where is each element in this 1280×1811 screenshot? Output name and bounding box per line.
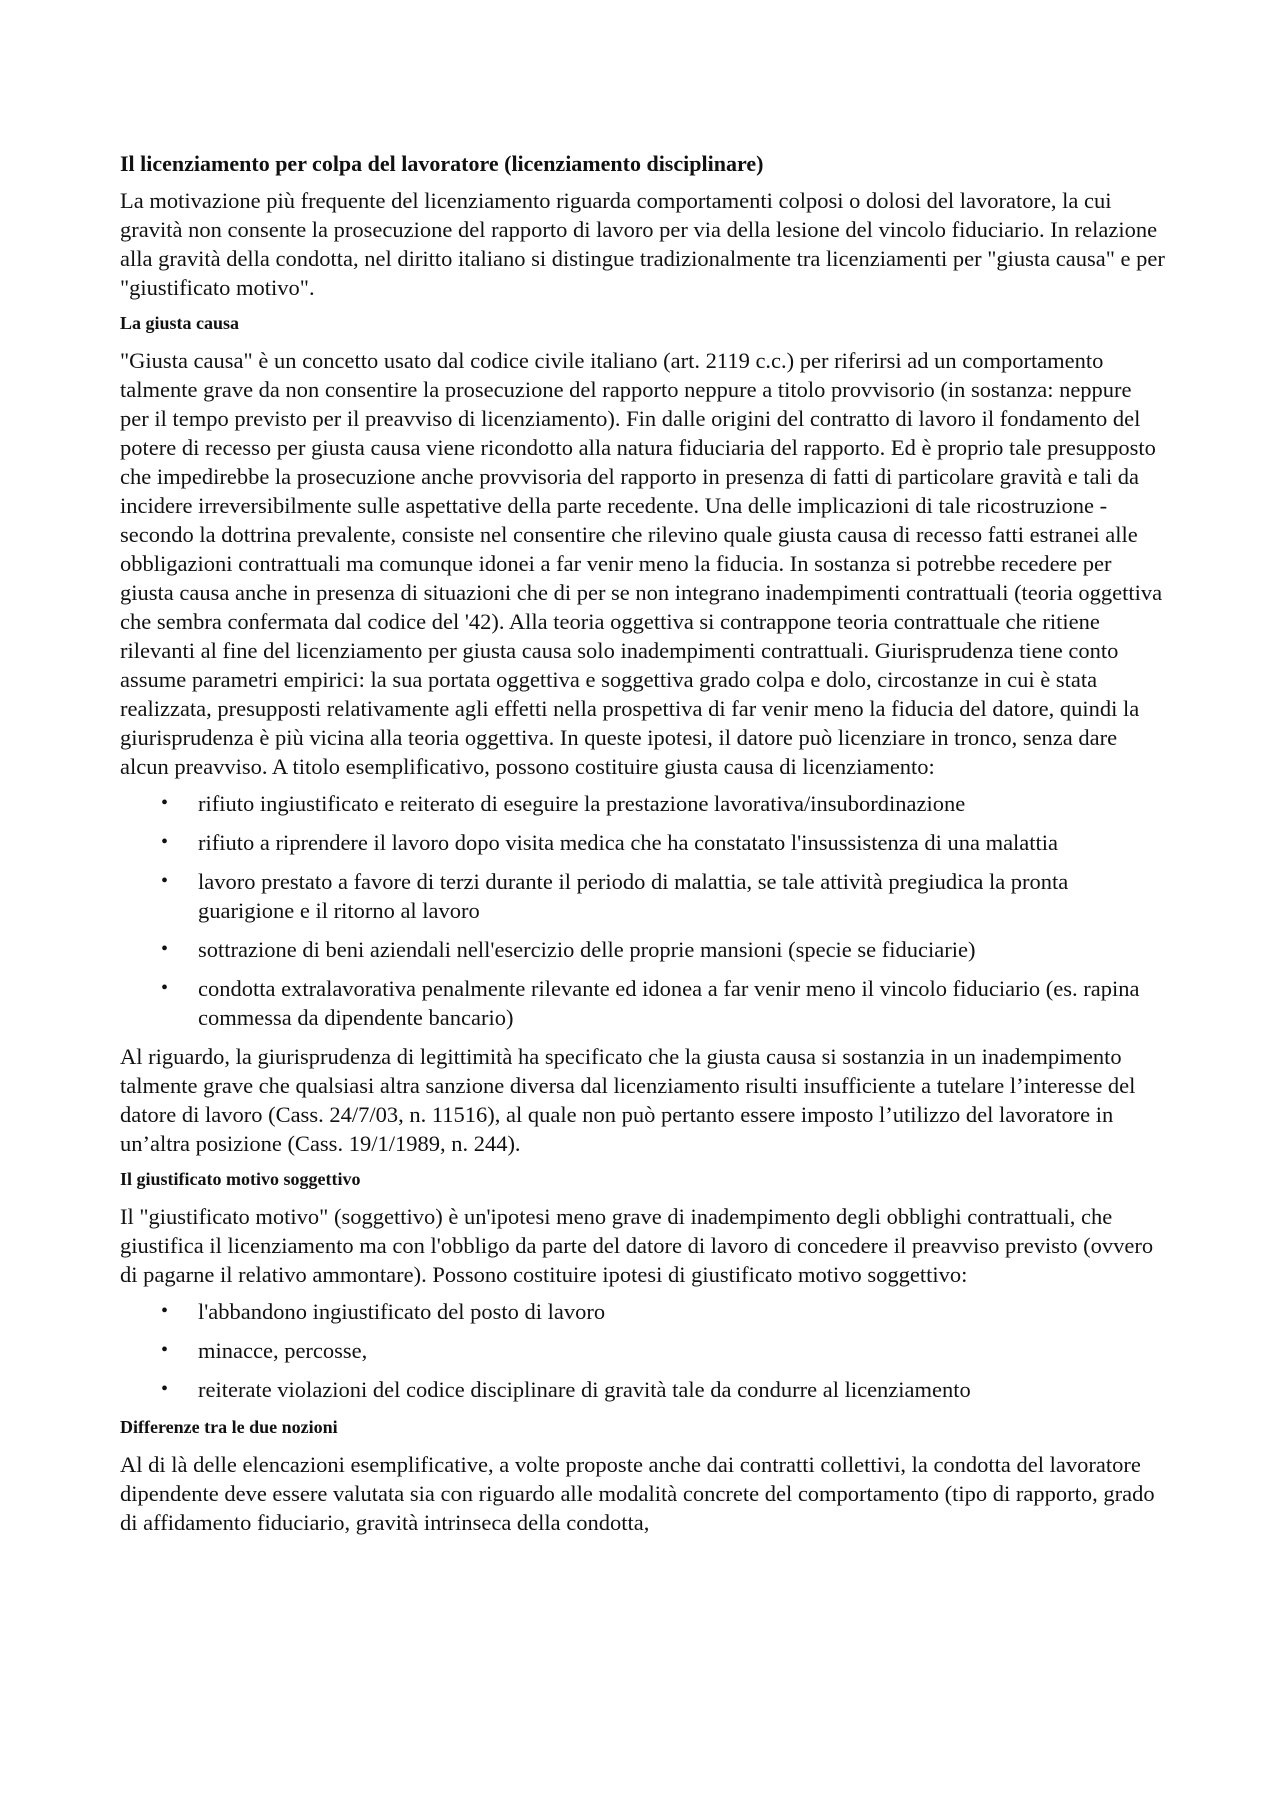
list-item: • condotta extralavorativa penalmente rilevante ed idonea a far venir meno il vincolo fiduciario (es. rapina commessa da dipendente bancario) [161,976,1140,1030]
giustificato-motivo-paragraph: Il "giustificato motivo" (soggettivo) è un'ipotesi meno grave di inadempimento degli obblighi contrattuali, che giustifica il licenziamento ma con l'obbligo da parte del datore di lavoro di concedere il preavviso previsto (ovvero di pagarne il relativo ammontare). Possono costituire ipotesi di giustificato motivo soggettivo: [120,1204,1154,1287]
giusta-causa-list [120,789,1165,1032]
bullet-icon: • [161,1339,169,1361]
list-item: • rifiuto a riprendere il lavoro dopo visita medica che ha constatato l'insussistenza di una malattia [161,830,1059,855]
intro-paragraph: La motivazione più frequente del licenziamento riguarda comportamenti colposi o dolosi del lavoratore, la cui gravità non consente la prosecuzione del rapporto di lavoro per via della lesione del vincolo fiduciario. In relazione alla gravità della condotta, nel diritto italiano si distingue tradizionalmente tra licenziamenti per "giusta causa" e per "giustificato motivo". [120,188,1165,300]
list-item: • sottrazione di beni aziendali nell'esercizio delle proprie mansioni (specie se fiduciarie) [161,937,976,962]
bullet-icon: • [161,1300,169,1322]
bullet-icon: • [161,977,169,999]
bullet-icon: • [161,1378,169,1400]
section-heading-giustificato-motivo: Il giustificato motivo soggettivo [120,1169,361,1189]
giusta-causa-paragraph: "Giusta causa" è un concetto usato dal codice civile italiano (art. 2119 c.c.) per riferirsi ad un comportamento talmente grave da non consentire la prosecuzione del rapporto neppure a titolo provvisorio (in sostanza: neppure per il tempo previsto per il preavviso di licenziamento). Fin dalle origini del contratto di lavoro il fondamento del potere di recesso per giusta causa viene ricondotto alla natura fiduciaria del rapporto. Ed è proprio tale presupposto che impedirebbe la prosecuzione anche provvisoria del rapporto in presenza di fatti di particolare gravità e tali da incidere irreversibilmente sulle aspettative della parte recedente. Una delle implicazioni di tale ricostruzione - secondo la dottrina prevalente, consiste nel consentire che rilevino quale giusta causa di recesso fatti estranei alle obbligazioni contrattuali ma comunque idonei a far venir meno la fiducia. In sostanza si potrebbe recedere per giusta causa anche in presenza di situazioni che di per se non integrano inadempimenti contrattuali (teoria oggettiva che sembra confermata dal codice del '42). Alla teoria oggettiva si contrappone teoria contrattuale che ritiene rilevanti al fine del licenziamento per giusta causa solo inadempimenti contrattuali. Giurisprudenza tiene conto assume parametri empirici: la sua portata oggettiva e soggettiva grado colpa e dolo, circostanze in cui è stata realizzata, presupposti relativamente agli effetti nella prospettiva di far venir meno la fiducia del datore, quindi la giurisprudenza è più vicina alla teoria oggettiva. In queste ipotesi, il datore può licenziare in tronco, senza dare alcun preavviso. A titolo esemplificativo, possono costituire giusta causa di licenziamento: [120,348,1163,779]
bullet-icon: • [161,792,169,814]
differenze-paragraph: Al di là delle elencazioni esemplificative, a volte proposte anche dai contratti collettivi, la condotta del lavoratore dipendente deve essere valutata sia con riguardo alle modalità concrete del comportamento (tipo di rapporto, grado di affidamento fiduciario, gravità intrinseca della condotta, [120,1452,1155,1535]
list-item: • reiterate violazioni del codice disciplinare di gravità tale da condurre al licenziamento [161,1377,971,1402]
list-item: • l'abbandono ingiustificato del posto di lavoro [161,1299,606,1324]
section-heading-differenze: Differenze tra le due nozioni [120,1417,338,1437]
document-page [120,150,1165,1545]
bullet-icon: • [161,870,169,892]
list-item: • minacce, percosse, [161,1338,368,1363]
bullet-icon: • [161,938,169,960]
document-title: Il licenziamento per colpa del lavoratore (licenziamento disciplinare) [120,151,764,176]
giustificato-motivo-list [120,1297,1165,1404]
list-item: • rifiuto ingiustificato e reiterato di eseguire la prestazione lavorativa/insubordinazione [161,791,966,816]
giusta-causa-closing: Al riguardo, la giurisprudenza di legittimità ha specificato che la giusta causa si sostanzia in un inadempimento talmente grave che qualsiasi altra sanzione diversa dal licenziamento risulti insufficiente a tutelare l’interesse del datore di lavoro (Cass. 24/7/03, n. 11516), al quale non può pertanto essere imposto l’utilizzo del lavoratore in un’altra posizione (Cass. 19/1/1989, n. 244). [120,1044,1136,1156]
bullet-icon: • [161,831,169,853]
list-item: • lavoro prestato a favore di terzi durante il periodo di malattia, se tale attività pregiudica la pronta guarigione e il ritorno al lavoro [161,869,1069,923]
section-heading-giusta-causa: La giusta causa [120,313,240,333]
